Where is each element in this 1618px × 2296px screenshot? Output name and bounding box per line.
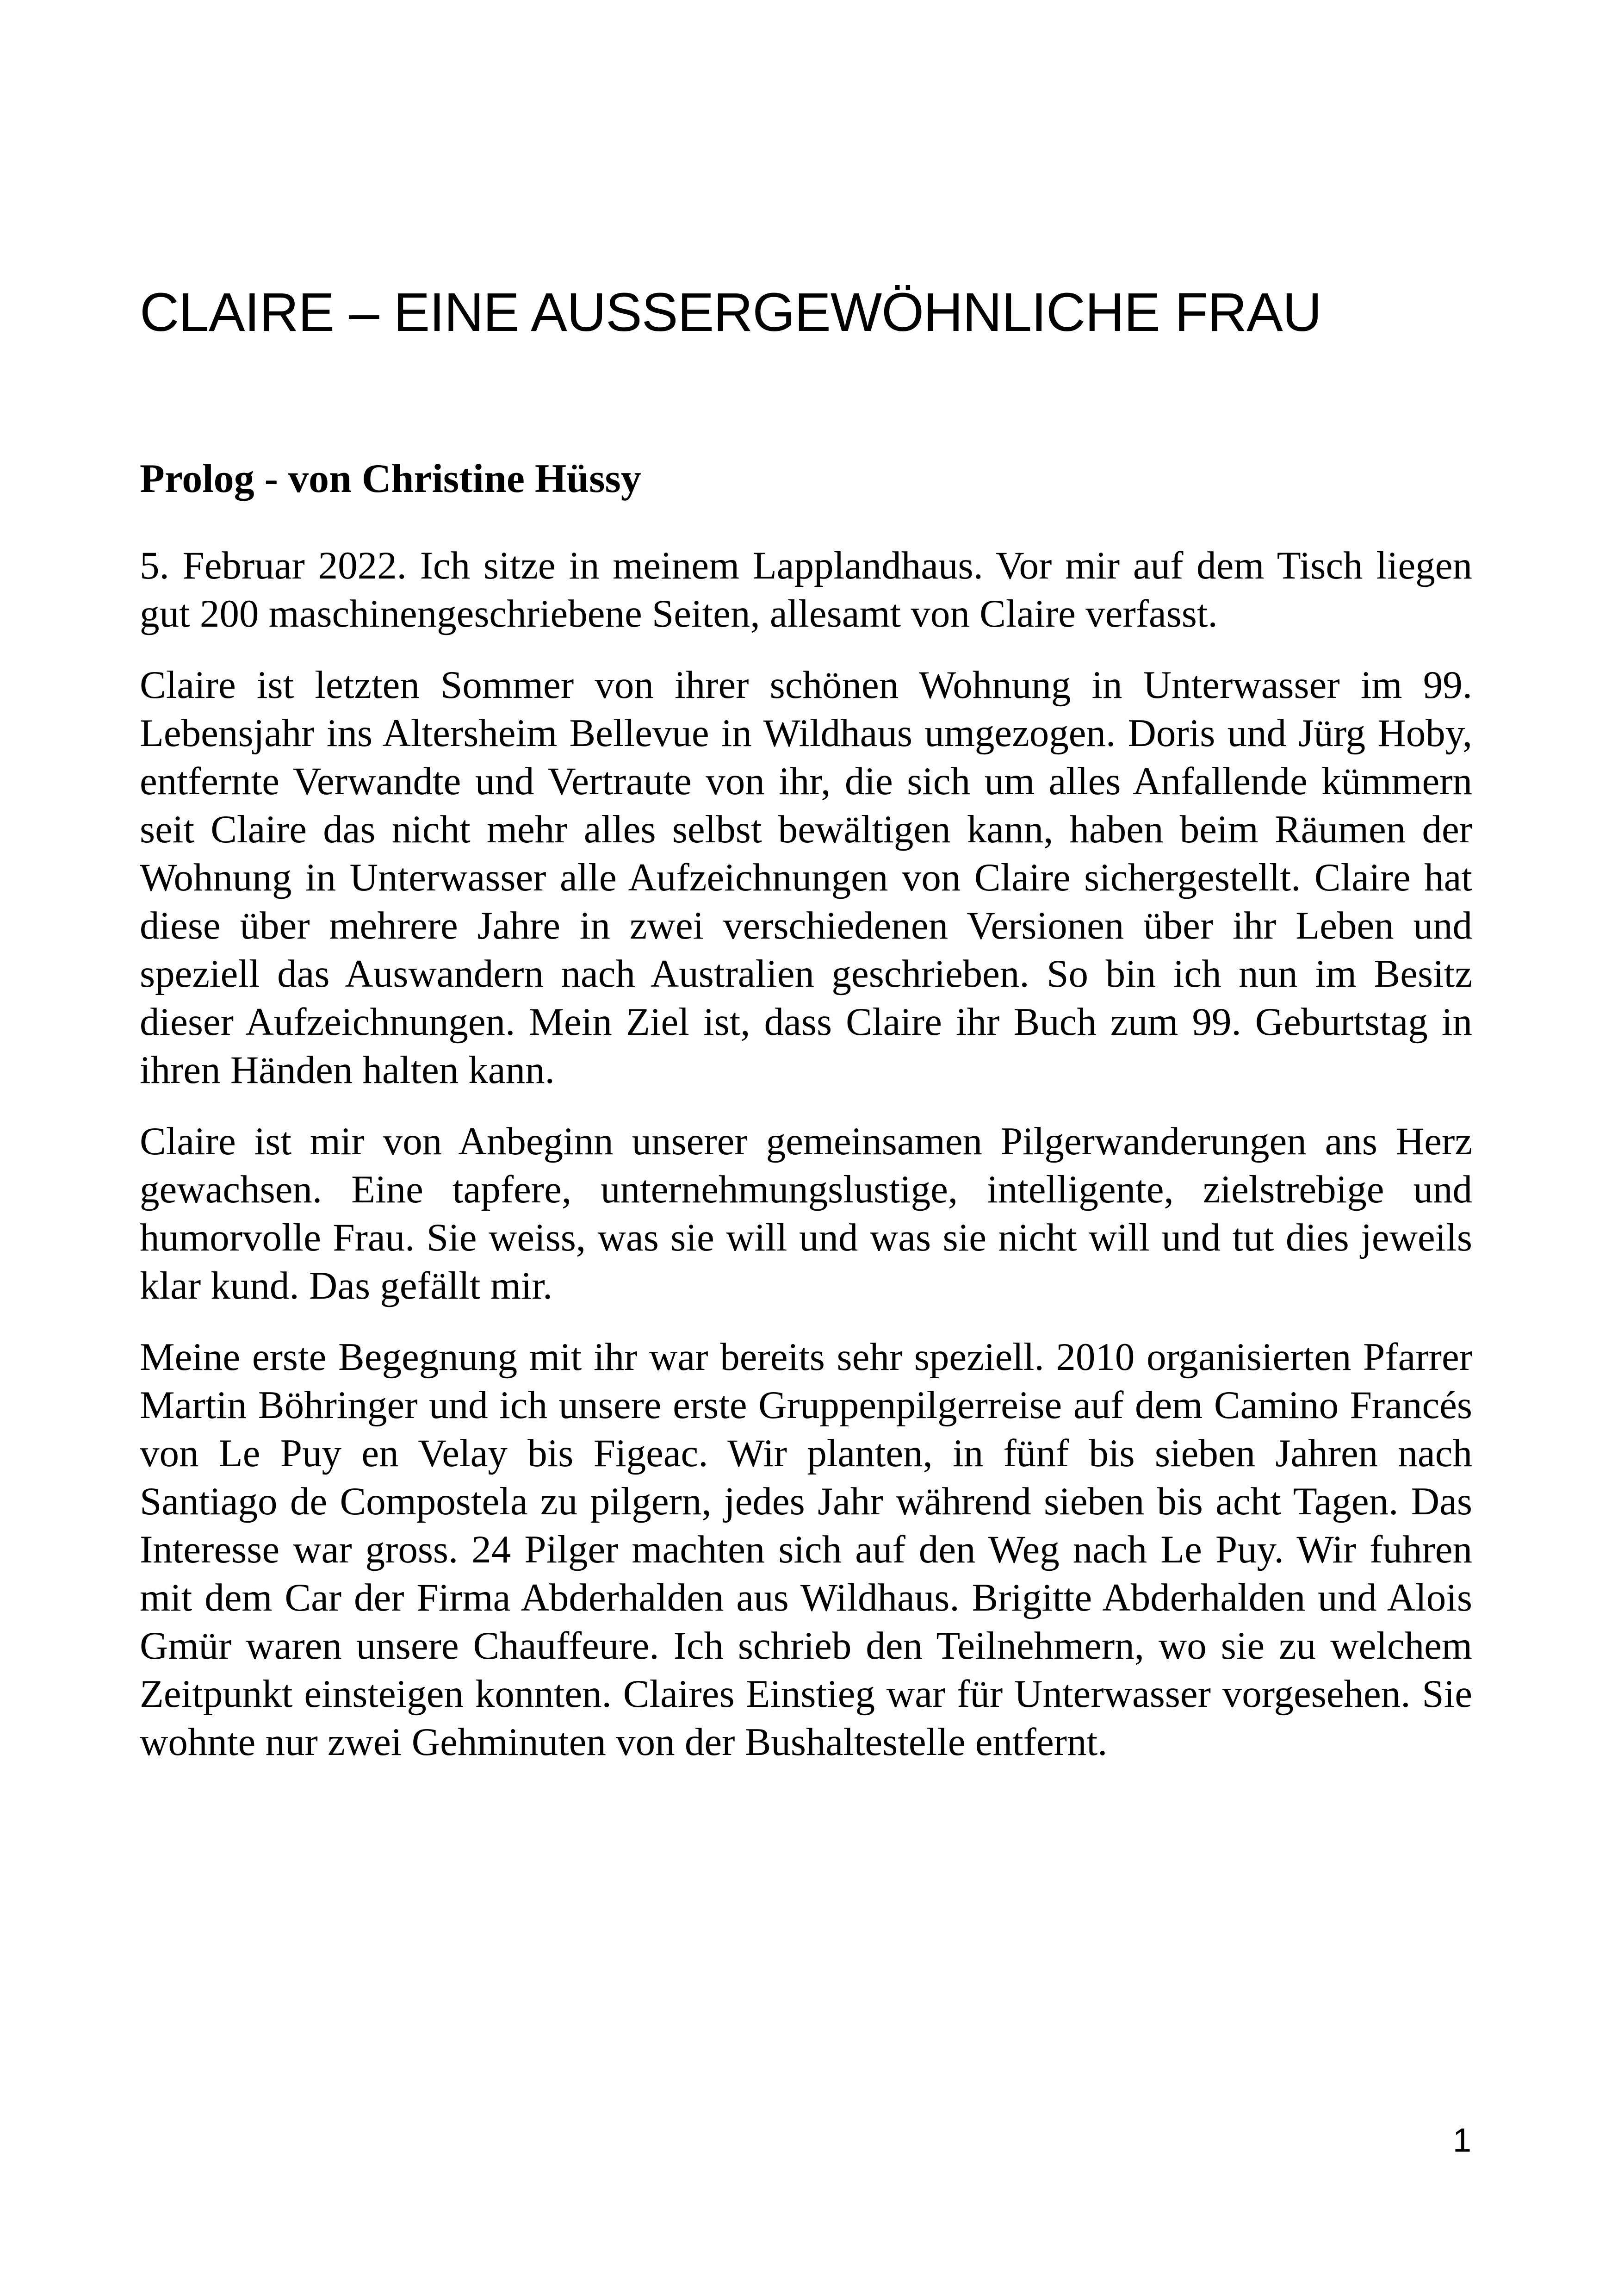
paragraph-3: Claire ist mir von Anbeginn unserer gemeinsamen Pilgerwanderungen ans Herz gewachsen. Eine tapfere, unternehmungslustige, intelligente, zielstrebige und humorvolle Frau. Sie weiss, was sie will und was sie nicht will und tut dies jeweils klar kund. Das gefällt mir. <box>140 1120 1472 1307</box>
chapter-title: CLAIRE – EINE AUSSERGEWÖHNLICHE FRAU <box>140 282 1322 343</box>
paragraph-2: Claire ist letzten Sommer von ihrer schönen Wohnung in Unterwasser im 99. Lebensjahr ins Altersheim Bellevue in Wildhaus umgezogen. Doris und Jürg Hoby, entfernte Verwandte und Vertraute von ihr, die sich um alles Anfallende kümmern seit Claire das nicht mehr alles selbst bewältigen kann, haben beim Räumen der Wohnung in Unterwasser alle Aufzeichnungen von Claire sichergestellt. Claire hat diese über mehrere Jahre in zwei verschiedenen Versionen über ihr Leben und speziell das Auswandern nach Australien geschrieben. So bin ich nun im Besitz dieser Aufzeichnungen. Mein Ziel ist, dass Claire ihr Buch zum 99. Geburtstag in ihren Händen halten kann. <box>140 663 1472 1092</box>
page-number: 1 <box>1453 2122 1472 2159</box>
paragraph-4: Meine erste Begegnung mit ihr war bereits sehr speziell. 2010 organisierten Pfarrer Martin Böhringer und ich unsere erste Gruppenpilgerreise auf dem Camino Francés von Le Puy en Velay bis Figeac. Wir planten, in fünf bis sieben Jahren nach Santiago de Compostela zu pilgern, jedes Jahr während sieben bis acht Tagen. Das Interesse war gross. 24 Pilger machten sich auf den Weg nach Le Puy. Wir fuhren mit dem Car der Firma Abderhalden aus Wildhaus. Brigitte Abderhalden und Alois Gmür waren unsere Chauffeure. Ich schrieb den Teilnehmern, wo sie zu welchem Zeitpunkt einsteigen konnten. Claires Einstieg war für Unterwasser vorgesehen. Sie wohnte nur zwei Gehminuten von der Bushaltestelle entfernt. <box>140 1335 1472 1764</box>
body-text <box>140 541 1472 1789</box>
paragraph-1: 5. Februar 2022. Ich sitze in meinem Lapplandhaus. Vor mir auf dem Tisch liegen gut 200 maschinengeschriebene Seiten, allesamt von Claire verfasst. <box>140 544 1472 635</box>
prolog-heading: Prolog - von Christine Hüssy <box>140 456 641 501</box>
